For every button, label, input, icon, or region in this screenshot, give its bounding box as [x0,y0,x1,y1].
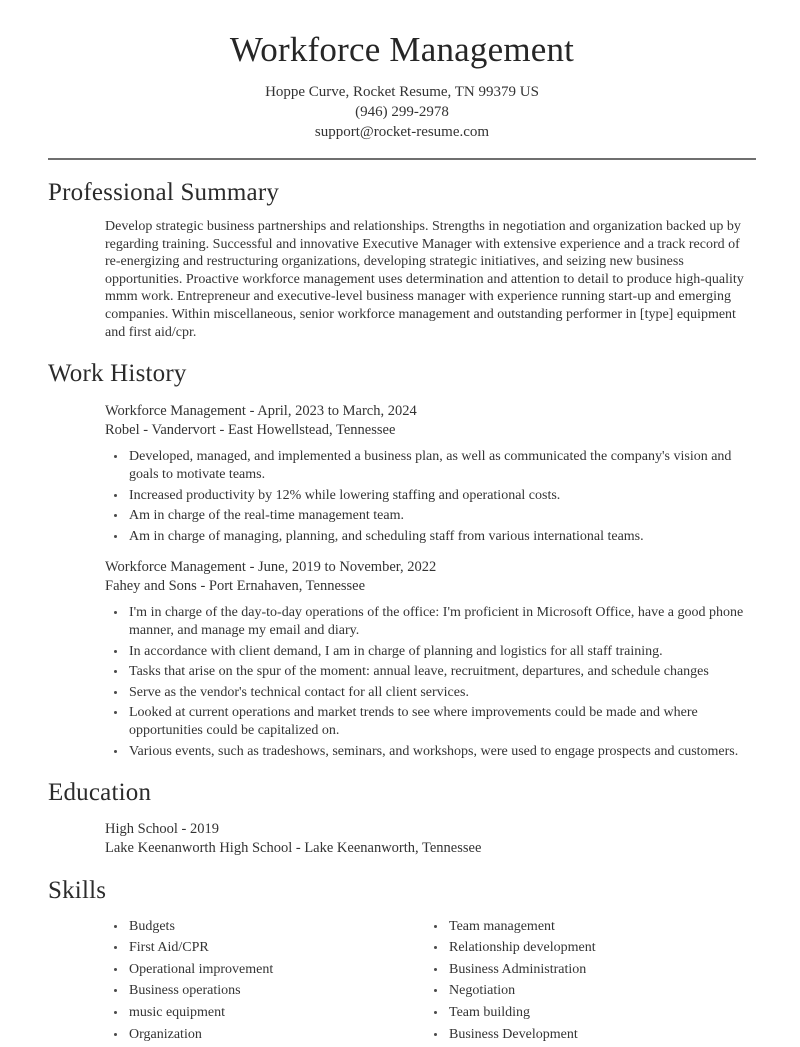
resume-header [48,28,756,142]
contact-address: Hoppe Curve, Rocket Resume, TN 99379 US [265,83,539,100]
job-bullet: • I'm in charge of the day-to-day operations of the office: I'm proficient in Microsoft Office, have a good phone manner, and manage my email and diary. [127,604,756,639]
skills-column-right [368,910,688,1047]
job-bullet: • Am in charge of the real-time management team. [127,507,756,525]
education-school-line: Lake Keenanworth High School - Lake Keenanworth, Tennessee [105,840,482,857]
header-divider [48,158,756,160]
job-bullet: • Increased productivity by 12% while lowering staffing and operational costs. [127,487,756,505]
skill-item: • music equipment [127,1004,368,1022]
section-education [48,777,756,858]
skill-item: • Budgets [127,918,368,936]
skill-item: • Team management [447,918,688,936]
education-degree-line: High School - 2019 [105,821,219,838]
job-bullet: • Developed, managed, and implemented a business plan, as well as communicated the company's vision and goals to motivate teams. [127,448,756,483]
contact-email: support@rocket-resume.com [314,123,490,140]
skills-columns [48,910,756,1047]
contact-phone: (946) 299-2978 [355,103,449,120]
resume-title: Workforce Management [229,30,575,69]
skill-item: • Business operations [127,982,368,1000]
education-entry [105,820,756,858]
skill-item: • Operational improvement [127,961,368,979]
skill-item: • Business Development [447,1026,688,1044]
job-title-line: Workforce Management - April, 2023 to March, 2024 [105,403,417,420]
skill-item: • First Aid/CPR [127,939,368,957]
summary-text: Develop strategic business partnerships and relationships. Strengths in negotiation and organization backed up by regarding training. Successful and innovative Executive Manager with extensive experience and a track record of re-energizing and restructuring organizations, developing strategic initiatives, and seizing new business opportunities. Proactive workforce management uses determination and attention to detail to produce high-quality mmm work. Entrepreneur and executive-level business manager with experience running start-up and emerging companies. Within miscellaneous, senior workforce management and outstanding performer in [type] equipment and first aid/cpr. [105,219,744,340]
job-entry [105,402,756,440]
section-work-history [48,358,756,760]
job-company-line: Fahey and Sons - Port Ernahaven, Tennessee [105,578,366,595]
skill-item: • Negotiation [447,982,688,1000]
job-title-line: Workforce Management - June, 2019 to November, 2022 [105,559,437,576]
job-bullet: • Various events, such as tradeshows, seminars, and workshops, were used to engage prospects and customers. [127,743,756,761]
job-bullet: • Serve as the vendor's technical contact for all client services. [127,684,756,702]
job-bullet: • Looked at current operations and market trends to see where improvements could be made and where opportunities could be capitalized on. [127,704,756,739]
section-skills [48,875,756,1047]
section-heading-education: Education [48,779,152,807]
job-entry [105,558,756,596]
job-bullet-list [48,604,756,760]
skill-item: • Relationship development [447,939,688,957]
skill-item: • Organization [127,1026,368,1044]
job-company-line: Robel - Vandervort - East Howellstead, Tennessee [105,422,396,439]
job-bullet: • Am in charge of managing, planning, and scheduling staff from various international teams. [127,528,756,546]
job-bullet: • In accordance with client demand, I am in charge of planning and logistics for all staff training. [127,643,756,661]
job-bullet: • Tasks that arise on the spur of the moment: annual leave, recruitment, departures, and schedule changes [127,663,756,681]
job-bullet-list [48,448,756,545]
section-heading-work-history: Work History [48,360,187,388]
skills-list-left [48,918,368,1044]
skills-list-right [368,918,688,1044]
section-professional-summary [48,177,756,341]
section-heading-skills: Skills [48,877,107,905]
skill-item: • Team building [447,1004,688,1022]
skill-item: • Business Administration [447,961,688,979]
section-heading-professional-summary: Professional Summary [48,178,280,206]
skills-column-left [48,910,368,1047]
